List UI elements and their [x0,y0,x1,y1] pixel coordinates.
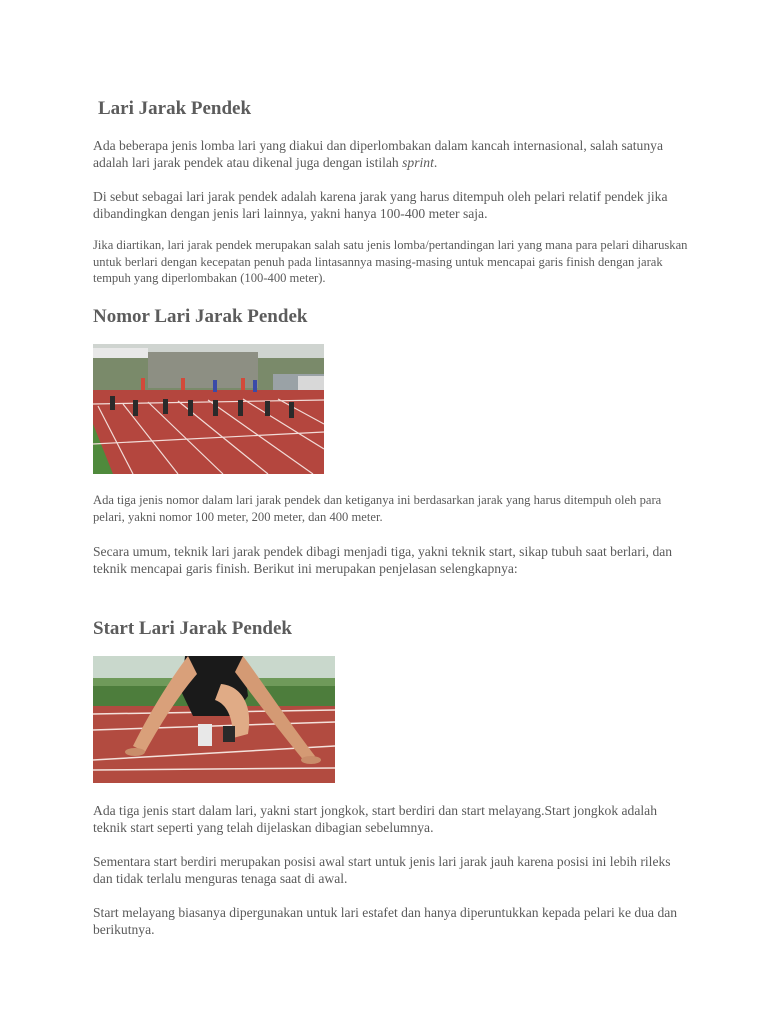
section-title-lari-jarak-pendek: Lari Jarak Pendek [98,98,252,119]
paragraph-intro-text: Ada beberapa jenis lomba lari yang diakui dan diperlombakan dalam kancah internasional, salah satunya adalah lari jarak pendek atau dikenal juga dengan istilah [93,138,663,170]
paragraph-start-melayang: Start melayang biasanya dipergunakan untuk lari estafet dan hanya diperuntukkan kepada pelari ke dua dan berikutnya. [93,905,678,937]
paragraph-definition: Di sebut sebagai lari jarak pendek adalah karena jarak yang harus ditempuh oleh pelari relatif pendek jika dibandingkan dengan jenis lari lainnya, yakni hanya 100-400 meter saja. [93,189,668,221]
paragraph-intro [93,137,693,171]
sprint-race-photo [93,344,324,474]
paragraph-meaning: Jika diartikan, lari jarak pendek merupakan salah satu jenis lomba/pertandingan lari yang mana para pelari diharuskan untuk berlari dengan kecepatan penuh pada lintasannya masing-masing untuk mencapai garis finish dengan jarak tempuh yang diperlombakan (100-400 meter). [93,238,688,285]
paragraph-nomor: Ada tiga jenis nomor dalam lari jarak pendek dan ketiganya ini berdasarkan jarak yang harus ditempuh oleh para pelari, yakni nomor 100 meter, 200 meter, dan 400 meter. [93,493,662,524]
paragraph-intro-end: . [433,155,438,170]
sprint-race-image [93,344,324,474]
section-title-nomor: Nomor Lari Jarak Pendek [93,306,308,327]
paragraph-start-berdiri: Sementara start berdiri merupakan posisi awal start untuk jenis lari jarak jauh karena posisi ini lebih rileks dan tidak terlalu menguras tenaga saat di awal. [93,854,671,886]
paragraph-jenis-start: Ada tiga jenis start dalam lari, yakni start jongkok, start berdiri dan start melayang.Start jongkok adalah teknik start seperti yang telah dijelaskan dibagian sebelumnya. [93,803,657,835]
crouch-start-photo [93,656,335,783]
paragraph-intro-italic: sprint [402,155,434,170]
crouch-start-image [93,656,335,783]
section-title-start: Start Lari Jarak Pendek [93,618,292,639]
paragraph-teknik: Secara umum, teknik lari jarak pendek dibagi menjadi tiga, yakni teknik start, sikap tubuh saat berlari, dan teknik mencapai garis finish. Berikut ini merupakan penjelasan selengkapnya: [93,544,673,576]
